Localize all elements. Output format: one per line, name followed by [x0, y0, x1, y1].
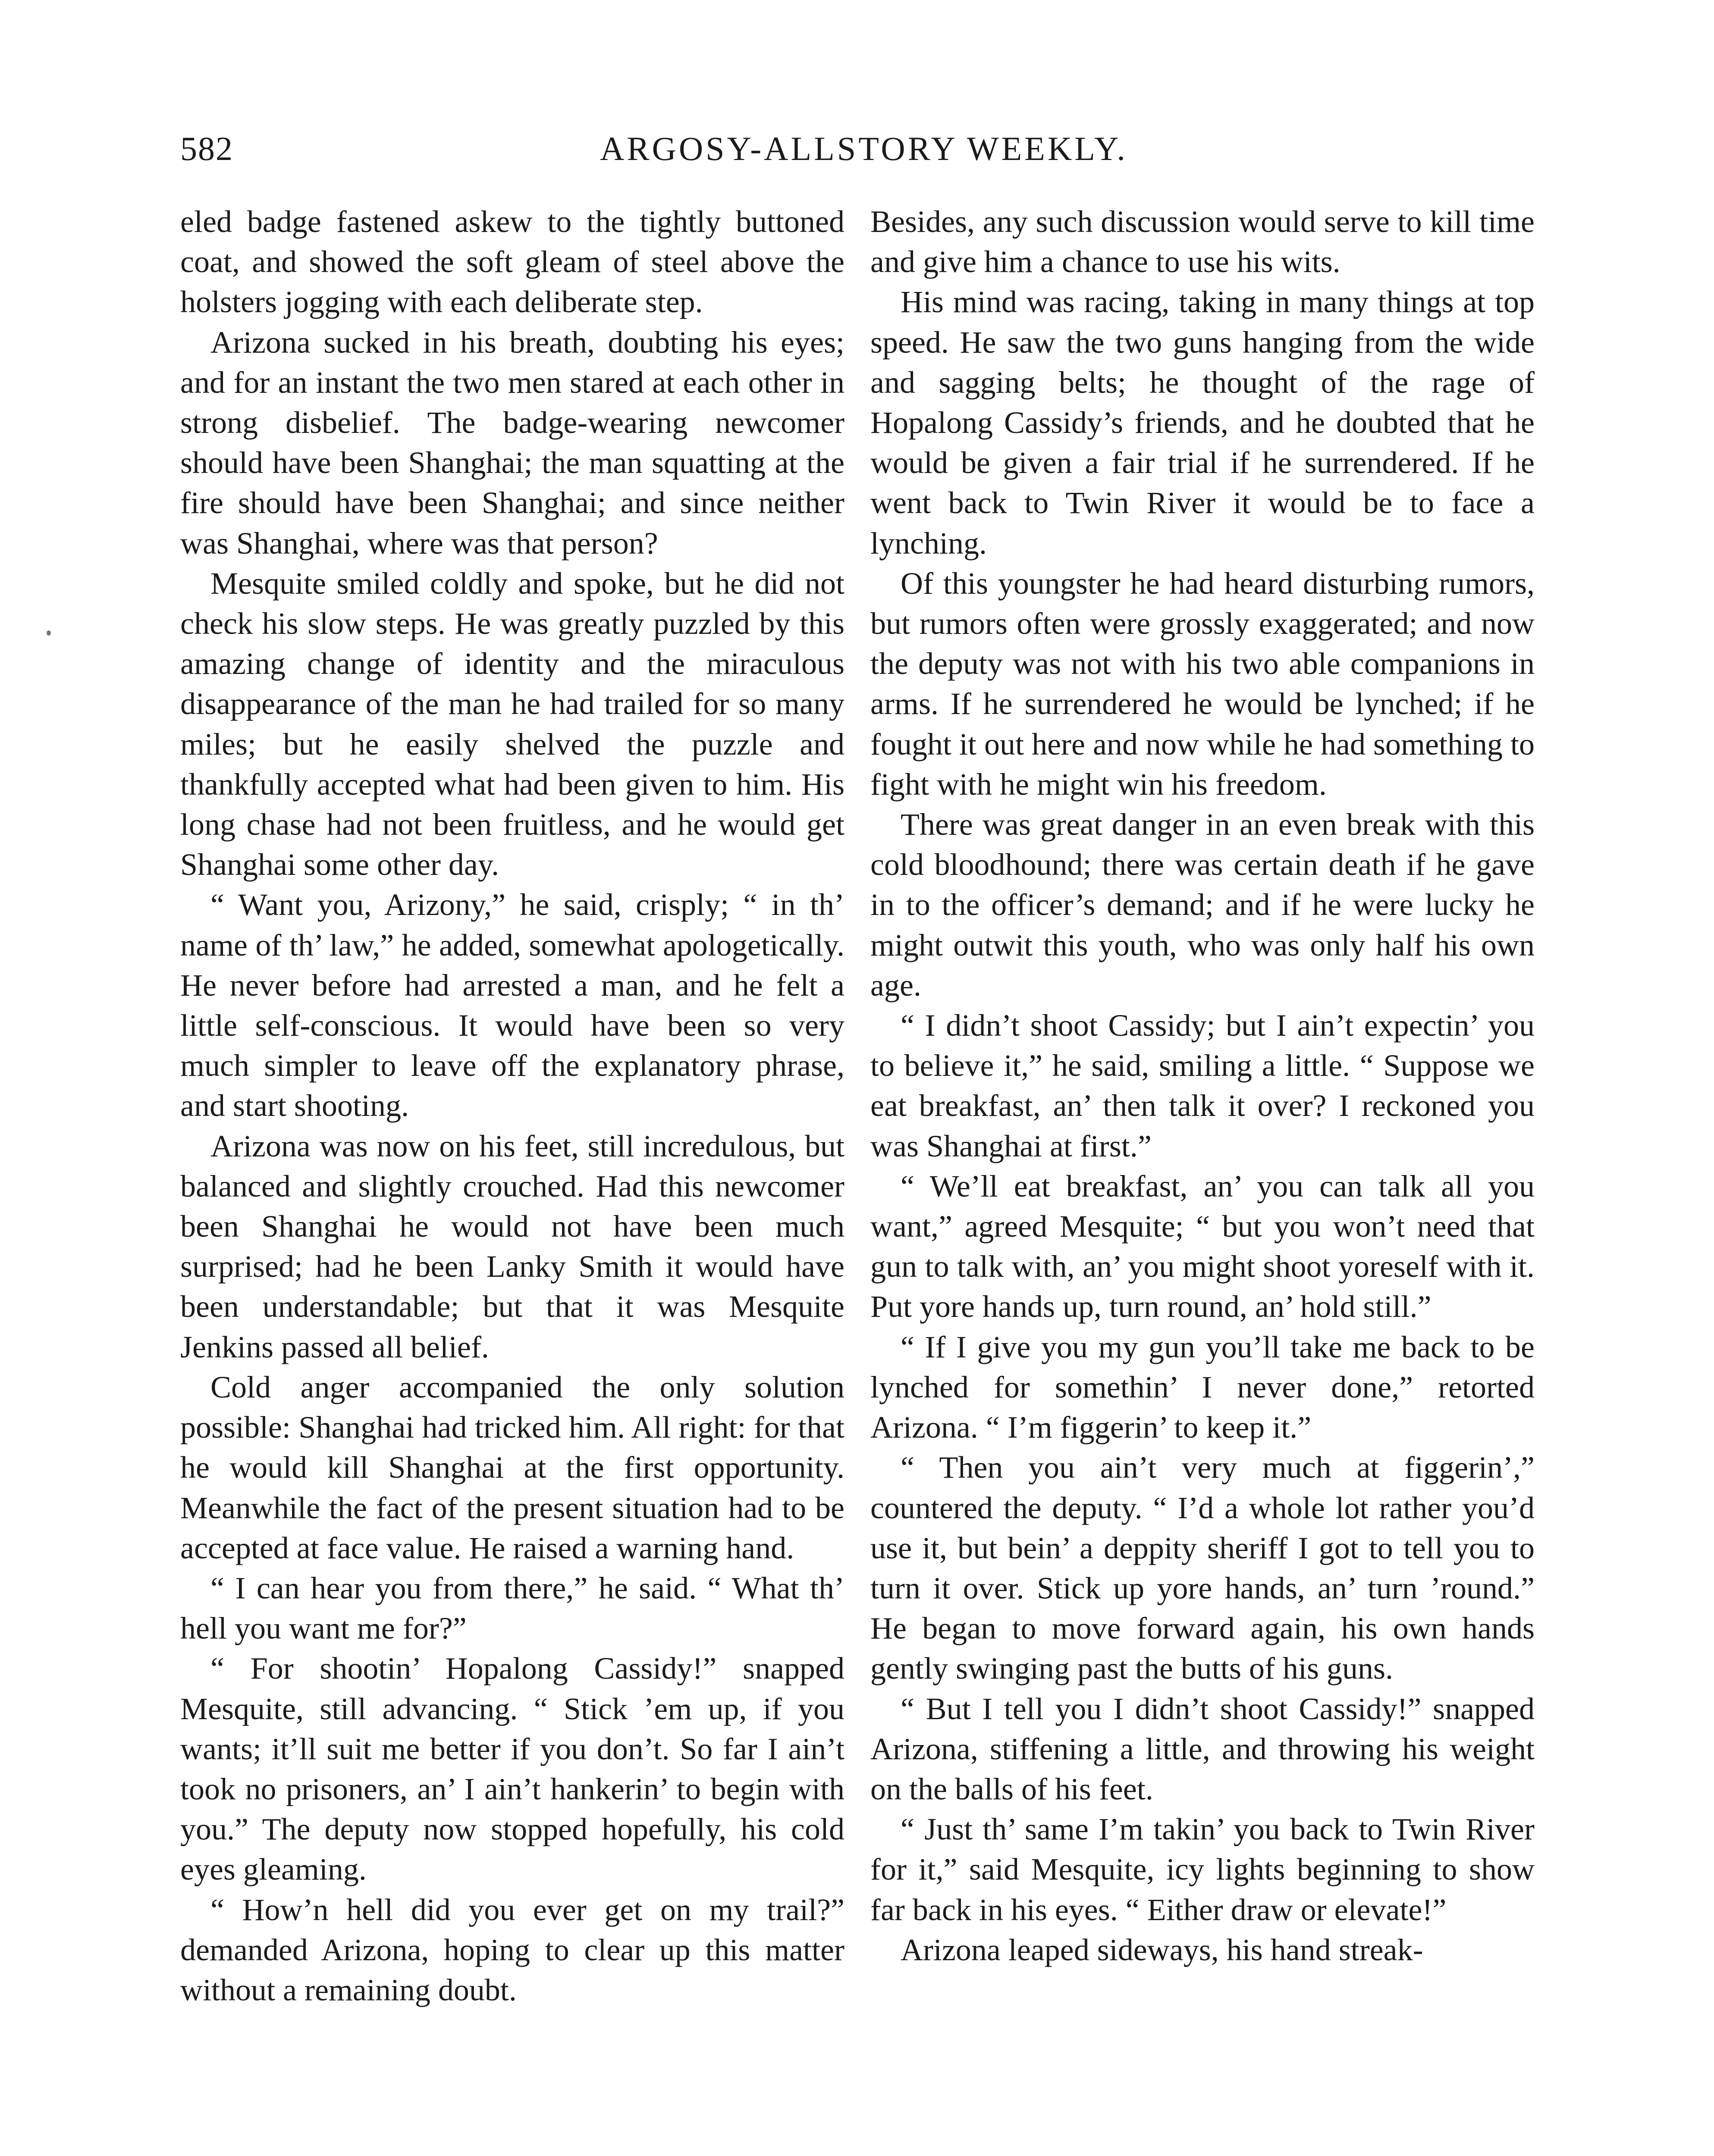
paragraph: Besides, any such discussion would serve to kill time and give him a chance to use his wits.: [870, 204, 1535, 279]
page-header: [180, 129, 1548, 177]
paragraph: “ We’ll eat breakfast, an’ you can talk all you want,” agreed Mesquite; “ but you won’t need that gun to talk with, an’ you might shoot yoreself with it. Put yore hands up, turn round, an’ hold still.”: [870, 1169, 1535, 1324]
page-number: 582: [180, 130, 233, 167]
paragraph: Arizona sucked in his breath, doubting his eyes; and for an instant the two men stared at each other in strong disbelief. The badge-wearing newcomer should have been Shanghai; the man squatting at the fire should have been Shanghai; and since neither was Shanghai, where was that person?: [180, 325, 844, 561]
paragraph: “ But I tell you I didn’t shoot Cassidy!” snapped Arizona, stiffening a little, and throwing his weight on the balls of his feet.: [870, 1691, 1535, 1806]
paragraph: There was great danger in an even break with this cold bloodhound; there was certain death if he gave in to the officer’s demand; and if he were lucky he might outwit this youth, who was only half his own age.: [870, 807, 1535, 1003]
paragraph: eled badge fastened askew to the tightly buttoned coat, and showed the soft gleam of steel above the holsters jogging with each deliberate step.: [180, 204, 844, 320]
paragraph: “ How’n hell did you ever get on my trail?” demanded Arizona, hoping to clear up this matter without a remaining doubt.: [180, 1892, 844, 2007]
print-speck: [47, 630, 51, 636]
paragraph: Cold anger accompanied the only solution possible: Shanghai had tricked him. All right: for that he would kill Shanghai at the first opportunity. Meanwhile the fact of the present situation had to be accepted at face value. He raised a warning hand.: [180, 1369, 844, 1565]
right-column: [870, 202, 1535, 1970]
left-column: [180, 202, 844, 2010]
paragraph: “ I can hear you from there,” he said. “ What th’ hell you want me for?”: [180, 1570, 844, 1646]
paragraph: “ If I give you my gun you’ll take me back to be lynched for somethin’ I never done,” retorted Arizona. “ I’m figgerin’ to keep it.”: [870, 1329, 1535, 1445]
paragraph: His mind was racing, taking in many things at top speed. He saw the two guns hanging from the wide and sagging belts; he thought of the rage of Hopalong Cassidy’s friends, and he doubted that he would be given a fair trial if he surrendered. If he went back to Twin River it would be to face a lynching.: [870, 285, 1535, 561]
paragraph: “ Then you ain’t very much at figgerin’,” countered the deputy. “ I’d a whole lot rather you’d use it, but bein’ a deppity sheriff I got to tell you to turn it over. Stick up yore hands, an’ turn ’round.” He began to move forward again, his own hands gently swinging past the butts of his guns.: [870, 1450, 1535, 1686]
paragraph: “ Just th’ same I’m takin’ you back to Twin River for it,” said Mesquite, icy lights beginning to show far back in his eyes. “ Either draw or elevate!”: [870, 1812, 1535, 1927]
paragraph: Of this youngster he had heard disturbing rumors, but rumors often were grossly exaggerated; and now the deputy was not with his two able companions in arms. If he surrendered he would be lynched; if he fought it out here and now while he had something to fight with he might win his freedom.: [870, 566, 1535, 802]
paragraph: “ Want you, Arizony,” he said, crisply; “ in th’ name of th’ law,” he added, somewhat apologetically. He never before had arrested a man, and he felt a little self-conscious. It would have been so very much simpler to leave off the explanatory phrase, and start shooting.: [180, 887, 844, 1123]
running-title: ARGOSY-ALLSTORY WEEKLY.: [600, 130, 1128, 167]
paragraph: Arizona was now on his feet, still incredulous, but balanced and slightly crouched. Had this newcomer been Shanghai he would not have been much surprised; had he been Lanky Smith it would have been understandable; but that it was Mesquite Jenkins passed all belief.: [180, 1128, 844, 1364]
paragraph: “ For shootin’ Hopalong Cassidy!” snapped Mesquite, still advancing. “ Stick ’em up, if you wants; it’ll suit me better if you don’t. So far I ain’t took no prisoners, an’ I ain’t hankerin’ to begin with you.” The deputy now stopped hopefully, his cold eyes gleaming.: [180, 1651, 844, 1887]
paragraph: “ I didn’t shoot Cassidy; but I ain’t expectin’ you to believe it,” he said, smiling a little. “ Suppose we eat breakfast, an’ then talk it over? I reckoned you was Shanghai at first.”: [870, 1008, 1535, 1163]
paragraph: Arizona leaped sideways, his hand streak-: [901, 1932, 1423, 1967]
paragraph: Mesquite smiled coldly and spoke, but he did not check his slow steps. He was greatly puzzled by this amazing change of identity and the miraculous disappearance of the man he had trailed for so many miles; but he easily shelved the puzzle and thankfully accepted what had been given to him. His long chase had not been fruitless, and he would get Shanghai some other day.: [180, 566, 844, 882]
